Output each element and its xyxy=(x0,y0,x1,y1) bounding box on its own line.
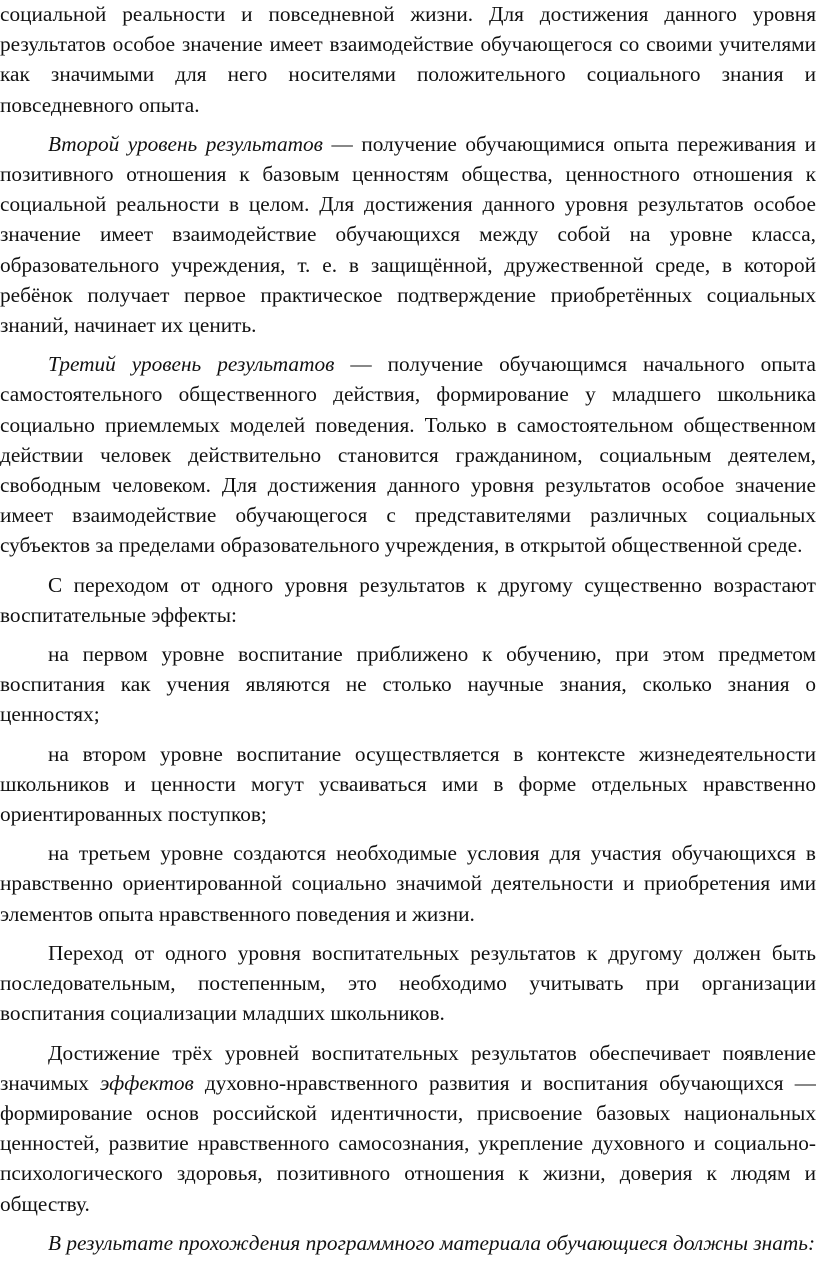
paragraph-social-reality xyxy=(0,0,816,120)
paragraph-level-two xyxy=(0,739,816,830)
paragraph-text: на первом уровне воспитание приближено к обучению, при этом предметом воспитания как учения являются не столько научные знания, сколько знания о ценностях; xyxy=(0,642,816,727)
paragraph-transition-effects xyxy=(0,570,816,630)
paragraph-level-three xyxy=(0,838,816,929)
paragraph-third-level xyxy=(0,349,816,560)
paragraph-text: Переход от одного уровня воспитательных результатов к другому должен быть последовательным, постепенным, это необходимо учитывать при организации воспитания социализации младших школьников. xyxy=(0,940,816,1026)
paragraph-text: на третьем уровне создаются необходимые условия для участия обучающихся в нравственно ориентированной социально значимой деятельности и приобретения ими элементов опыта нравственного поведения и жизни. xyxy=(0,841,816,926)
paragraph-text: С переходом от одного уровня результатов к другому существенно возрастают воспитательные эффекты: xyxy=(0,572,816,627)
paragraph-second-level xyxy=(0,129,816,340)
paragraph-emphasis-italic: эффектов xyxy=(100,1070,194,1095)
paragraph-text: — получение обучающимся начального опыта самостоятельного общественного действия, формирование у младшего школьника социально приемлемых моделей поведения. Только в самостоятельном общественном действии человек действительно становится гражданином, социальным деятелем, свободным человеком. Для достижения данного уровня результатов особое значение имеет взаимодействие обучающегося с представителями различных социальных субъектов за пределами образовательного учреждения, в открытой общественной среде. xyxy=(0,352,816,558)
paragraph-results-heading xyxy=(0,1228,816,1258)
paragraph-text-start: Достижение трёх уровней воспитательных результатов обеспечивает появление значимых xyxy=(0,1040,816,1095)
paragraph-lead-italic: Второй уровень результатов xyxy=(48,131,323,156)
paragraph-text: на втором уровне воспитание осуществляется в контексте жизнедеятельности школьников и ценности могут усваиваться ими в форме отдельных нравственно ориентированных поступков; xyxy=(0,741,816,827)
paragraph-sequential-transition xyxy=(0,938,816,1029)
paragraph-effects xyxy=(0,1038,816,1219)
paragraph-level-one xyxy=(0,639,816,730)
paragraph-text: духовно-нравственного развития и воспитания обучающихся — формирование основ российской идентичности, присвоение базовых национальных ценностей, развитие нравственного самосознания, укрепление духовного и социально-психологического здоровья, позитивного отношения к жизни, доверия к людям и обществу. xyxy=(0,1070,816,1216)
paragraph-text: социальной реальности и повседневной жизни. Для достижения данного уровня результатов особое значение имеет взаимодействие обучающегося со своими учителями как значимыми для него носителями положительного социального знания и повседневного опыта. xyxy=(0,2,816,117)
paragraph-lead-italic: Третий уровень результатов xyxy=(48,352,335,377)
paragraph-lead-italic: В результате прохождения программного материала обучающиеся должны знать: xyxy=(48,1230,816,1255)
paragraph-text: — получение обучающимися опыта переживания и позитивного отношения к базовым ценностям общества, ценностного отношения к социальной реальности в целом. Для достижения данного уровня результатов особое значение имеет взаимодействие обучающихся между собой на уровне класса, образовательного учреждения, т. е. в защищённой, дружественной среде, в которой ребёнок получает первое практическое подтверждение приобретённых социальных знаний, начинает их ценить. xyxy=(0,131,816,338)
